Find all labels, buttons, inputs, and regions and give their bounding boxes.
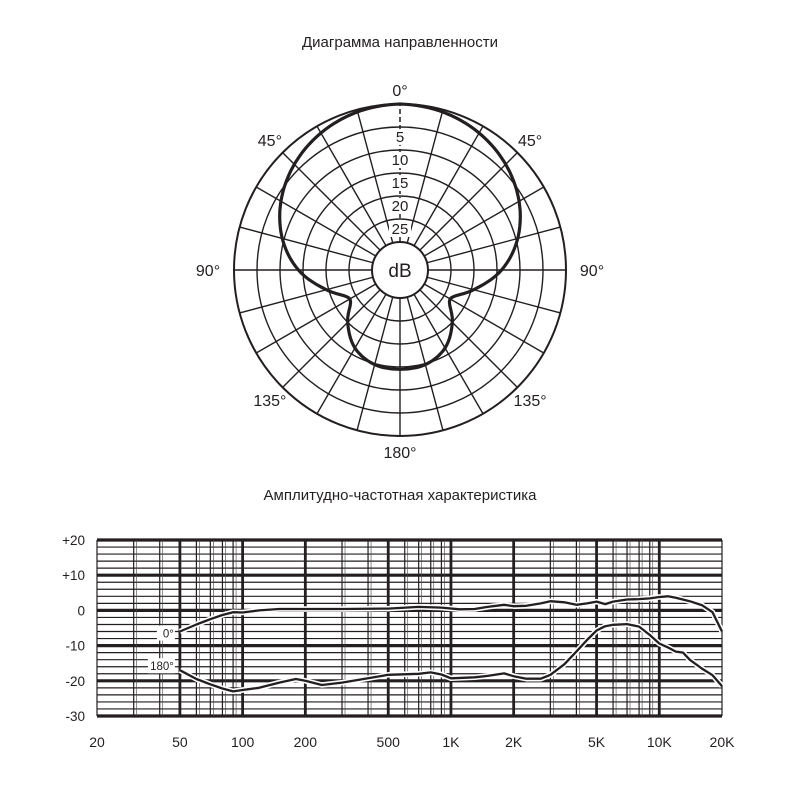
polar-spoke xyxy=(420,153,518,251)
frequency-response-chart xyxy=(62,533,735,750)
x-tick-label: 500 xyxy=(376,734,400,750)
y-tick-label: +20 xyxy=(62,533,85,548)
y-tick-label: -20 xyxy=(65,673,85,689)
ring-label-15: 15 xyxy=(391,175,409,192)
x-tick-label: 1K xyxy=(442,734,460,750)
polar-chart xyxy=(196,83,604,462)
x-tick-label: 20 xyxy=(89,734,105,750)
x-tick-label: 100 xyxy=(230,734,255,750)
polar-spoke xyxy=(420,290,518,388)
series-label: 0° xyxy=(162,628,174,641)
angle-label: 45° xyxy=(257,132,282,150)
x-tick-label: 5K xyxy=(588,734,606,750)
x-tick-label: 10K xyxy=(646,734,672,750)
x-tick-label: 200 xyxy=(293,734,318,750)
series-label: 180° xyxy=(150,661,174,674)
ring-label-20: 20 xyxy=(391,198,409,215)
y-tick-label: 0 xyxy=(77,603,85,619)
ring-label-10: 10 xyxy=(391,152,409,169)
frequency-chart-title: Амплитудно-частотная характеристика xyxy=(263,487,537,504)
angle-label: 135° xyxy=(253,393,287,411)
angle-label: 90° xyxy=(579,263,605,280)
polar-chart-title: Диаграмма направленности xyxy=(302,34,498,51)
polar-center-label: dB xyxy=(388,261,412,282)
ring-label-25: 25 xyxy=(391,221,409,238)
y-tick-label: -30 xyxy=(65,709,85,724)
ring-label-5: 5 xyxy=(395,129,405,146)
y-tick-label: +10 xyxy=(62,568,85,584)
x-tick-label: 50 xyxy=(172,734,188,750)
angle-label: 90° xyxy=(195,263,221,280)
polar-spoke xyxy=(283,290,381,388)
angle-label: 45° xyxy=(518,132,543,150)
y-tick-label: -10 xyxy=(65,638,85,654)
angle-label: 180° xyxy=(383,445,417,462)
x-tick-label: 2K xyxy=(505,734,523,750)
polar-spoke xyxy=(283,153,381,251)
x-tick-label: 20K xyxy=(709,734,735,750)
angle-label: 0° xyxy=(392,83,408,100)
angle-label: 135° xyxy=(513,393,547,411)
